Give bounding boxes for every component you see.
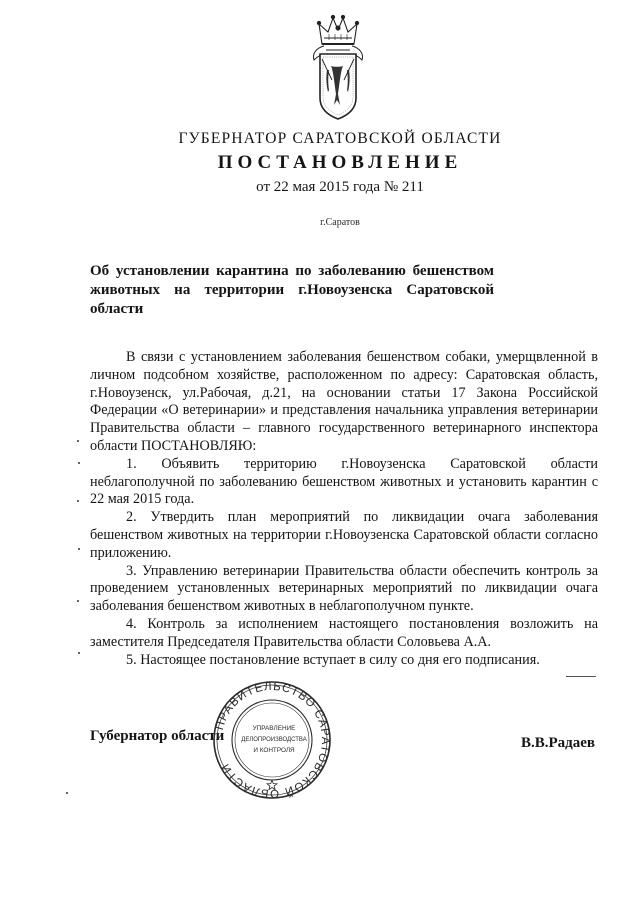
divider-line xyxy=(566,676,596,677)
stamp-outer-text: ПРАВИТЕЛЬСТВО САРАТОВСКОЙ ОБЛАСТИ xyxy=(214,680,332,800)
title-line: Об установлении карантина по заболеванию бешенством xyxy=(90,263,494,279)
document-date-number: от 22 мая 2015 года № 211 xyxy=(256,179,424,195)
coat-of-arms-icon xyxy=(302,10,374,122)
document-title xyxy=(90,262,494,319)
issuing-authority: ГУБЕРНАТОР САРАТОВСКОЙ ОБЛАСТИ xyxy=(178,130,502,147)
decree-item: 1. Объявить территорию г.Новоузенска Саратовской области неблагополучной по заболеванию бешенством животных и установить карантин с 22 мая 2015 года. xyxy=(90,455,598,508)
decree-item: 2. Утвердить план мероприятий по ликвидации очага заболевания бешенством животных на территории г.Новоузенска Саратовской области согласно приложению. xyxy=(90,509,598,561)
issue-city: г.Саратов xyxy=(320,217,360,228)
stamp-line: УПРАВЛЕНИЕ xyxy=(252,725,296,732)
decree-item: 4. Контроль за исполнением настоящего постановления возложить на заместителя Председателя Правительства области Соловьева А.А. xyxy=(90,615,598,650)
stamp-line: ДЕЛОПРОИЗВОДСТВА xyxy=(241,737,307,743)
decree-item: 3. Управлению ветеринарии Правительства области обеспечить контроль за проведением установленных ветеринарных мероприятий по ликвидации очага заболевания бешенством животных в неблагополучном пункте. xyxy=(90,562,598,615)
signatory-name: В.В.Радаев xyxy=(521,735,596,751)
stamp-line: И КОНТРОЛЯ xyxy=(253,747,295,754)
official-stamp xyxy=(210,680,334,800)
title-line: области xyxy=(90,301,144,317)
scan-speck xyxy=(66,792,68,794)
decree-item: 5. Настоящее постановление вступает в силу со дня его подписания. xyxy=(126,651,540,668)
document-body xyxy=(90,349,598,669)
signatory-position: Губернатор области xyxy=(90,728,225,744)
preamble-paragraph: В связи с установлением заболевания бешенством собаки, умерщвленной в личном подсобном хозяйстве, расположенном по адресу: Саратовская область, г.Новоузенск, ул.Рабочая, д.21, на основании статьи 17 Закона Российской Федерации «О ветеринарии» и представления начальника управления ветеринарии Правительства области – главного государственного ветеринарного инспектора области ПОСТАНОВЛЯЮ: xyxy=(90,349,598,454)
scan-margin-marks xyxy=(76,440,82,660)
title-line: животных на территории г.Новоузенска Саратовской xyxy=(90,282,494,298)
document-type-heading: ПОСТАНОВЛЕНИЕ xyxy=(217,152,463,173)
